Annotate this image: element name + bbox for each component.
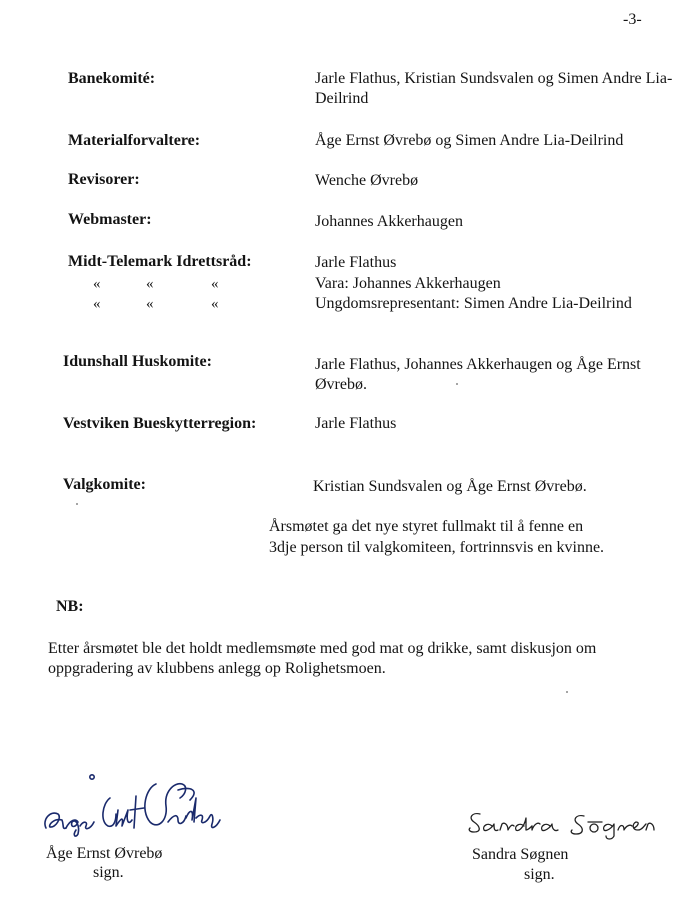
nb-label: NB: xyxy=(56,598,84,615)
value-valgkomite: Kristian Sundsvalen og Åge Ernst Øvrebø. xyxy=(313,478,587,495)
nb-paragraph: Etter årsmøtet ble det holdt medlemsmøte med god mat og drikke, samt diskusjon om oppgradering av klubbens anlegg op Rolighetsmoen. xyxy=(48,640,597,677)
scan-speck xyxy=(76,503,78,505)
value-vara: Vara: Johannes Akkerhaugen xyxy=(315,275,501,292)
signatory-sign-age: sign. xyxy=(93,864,124,881)
value-ungdomsrepresentant: Ungdomsrepresentant: Simen Andre Lia-Deilrind xyxy=(315,295,632,312)
label-vestviken-bueskytterregion: Vestviken Bueskytterregion: xyxy=(63,415,257,432)
label-materialforvaltere: Materialforvaltere: xyxy=(68,132,201,149)
label-revisorer: Revisorer: xyxy=(68,171,140,188)
value-idunshall-huskomite: Jarle Flathus, Johannes Akkerhaugen og Åge Ernst Øvrebø. xyxy=(315,356,641,393)
scan-speck xyxy=(456,383,458,385)
label-valgkomite: Valgkomite: xyxy=(63,476,146,493)
value-webmaster: Johannes Akkerhaugen xyxy=(315,213,463,230)
value-materialforvaltere: Åge Ernst Øvrebø og Simen Andre Lia-Deilrind xyxy=(315,132,624,149)
ditto-mark: « xyxy=(93,296,101,312)
valgkomite-note: 3dje person til valgkomiteen, fortrinnsvis en kvinne. xyxy=(269,539,605,556)
signature-image-age xyxy=(40,770,225,840)
signatory-name-sandra: Sandra Søgnen xyxy=(472,846,569,863)
value-revisorer: Wenche Øvrebø xyxy=(315,172,419,189)
signature-image-sandra xyxy=(466,808,658,842)
ditto-mark: « xyxy=(93,276,101,292)
value-vestviken-bueskytterregion: Jarle Flathus xyxy=(315,415,397,432)
signatory-sign-sandra: sign. xyxy=(524,866,555,883)
value-banekomite: Jarle Flathus, Kristian Sundsvalen og Simen Andre Lia-Deilrind xyxy=(315,70,673,107)
valgkomite-note: Årsmøtet ga det nye styret fullmakt til å fenne en xyxy=(269,518,584,535)
signatory-name-age: Åge Ernst Øvrebø xyxy=(46,845,163,862)
label-webmaster: Webmaster: xyxy=(68,211,152,228)
label-idunshall-huskomite: Idunshall Huskomite: xyxy=(63,353,212,370)
ditto-mark: « xyxy=(211,276,219,292)
ditto-mark: « xyxy=(146,276,154,292)
value-midt-telemark-idrettsrad: Jarle Flathus xyxy=(315,254,397,271)
label-banekomite: Banekomité: xyxy=(68,70,156,87)
ditto-mark: « xyxy=(146,296,154,312)
ditto-mark: « xyxy=(211,296,219,312)
scan-speck xyxy=(566,691,568,693)
page-number: -3- xyxy=(623,11,642,28)
label-midt-telemark-idrettsrad: Midt-Telemark Idrettsråd: xyxy=(68,253,252,270)
